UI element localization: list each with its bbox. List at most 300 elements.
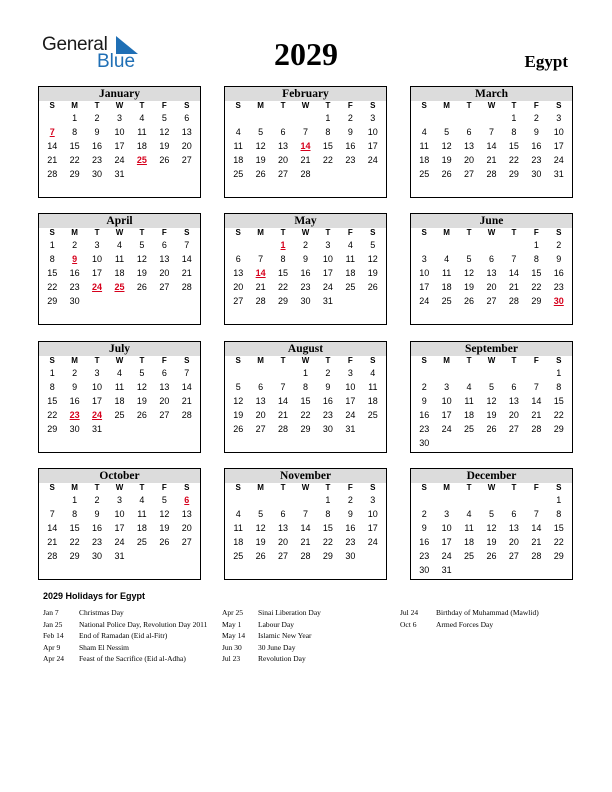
day-cell: 24 [441, 551, 452, 561]
day-cell: 20 [181, 141, 192, 151]
day-cell: 17 [92, 268, 103, 278]
holiday-column [400, 607, 571, 630]
day-cell: 28 [181, 410, 192, 420]
day-cell: 12 [233, 396, 244, 406]
holiday-name: Sham El Nessim [79, 642, 129, 652]
holiday-column [222, 607, 393, 665]
day-cell: 26 [441, 169, 452, 179]
holiday-item [400, 607, 571, 619]
day-cell: 10 [114, 509, 125, 519]
day-cell: 19 [486, 410, 497, 420]
day-cell: 6 [280, 127, 286, 137]
day-cell: 11 [233, 523, 243, 533]
day-cell: 3 [370, 113, 376, 123]
month-grid [225, 356, 386, 436]
weekday-label: W [115, 356, 124, 365]
holiday-item [222, 607, 393, 619]
day-cell: 6 [258, 382, 264, 392]
holiday-day: 9 [72, 254, 78, 264]
day-cell: 7 [258, 254, 264, 264]
day-cell: 21 [531, 410, 542, 420]
day-cell: 26 [464, 296, 475, 306]
weekday-label: T [280, 101, 286, 110]
weekday-label: T [280, 356, 286, 365]
empty-day [413, 493, 435, 507]
weekday-label: M [257, 356, 264, 365]
day-cell: 27 [464, 169, 475, 179]
day-cell: 26 [486, 424, 497, 434]
day-cell: 14 [300, 523, 311, 533]
day-cell: 26 [255, 551, 266, 561]
month-title: May [225, 214, 386, 228]
day-cell: 14 [181, 382, 192, 392]
holiday-day: 1 [280, 240, 286, 250]
day-cell: 11 [233, 141, 243, 151]
month-grid [411, 356, 572, 450]
day-cell: 24 [114, 155, 125, 165]
day-cell: 13 [233, 268, 244, 278]
day-cell: 28 [300, 551, 311, 561]
empty-day [413, 111, 435, 125]
day-cell: 26 [136, 410, 147, 420]
day-cell: 14 [47, 523, 58, 533]
day-cell: 21 [508, 282, 519, 292]
day-cell: 21 [255, 282, 266, 292]
empty-day [435, 493, 457, 507]
day-cell: 4 [444, 254, 450, 264]
empty-day [458, 366, 480, 380]
weekday-label: W [301, 101, 310, 110]
day-cell: 12 [255, 141, 266, 151]
weekday-label: S [556, 101, 562, 110]
day-cell: 9 [302, 254, 308, 264]
day-cell: 7 [280, 382, 286, 392]
holiday-day: 30 [553, 296, 564, 306]
day-cell: 17 [322, 268, 333, 278]
country-name: Egypt [524, 52, 568, 71]
day-cell: 15 [553, 396, 564, 406]
weekday-label: F [347, 101, 353, 110]
weekday-label: T [466, 228, 472, 237]
day-cell: 22 [47, 410, 58, 420]
day-cell: 3 [444, 509, 450, 519]
month-september [410, 341, 573, 453]
weekday-label: T [280, 228, 286, 237]
day-cell: 24 [345, 410, 356, 420]
day-cell: 17 [114, 523, 125, 533]
day-cell: 8 [556, 382, 562, 392]
day-cell: 15 [300, 396, 311, 406]
day-cell: 25 [233, 551, 244, 561]
weekday-label: T [466, 356, 472, 365]
weekday-label: T [325, 228, 331, 237]
day-cell: 29 [300, 424, 311, 434]
day-cell: 26 [367, 282, 378, 292]
day-cell: 19 [486, 537, 497, 547]
weekday-label: W [487, 356, 496, 365]
day-cell: 6 [161, 240, 167, 250]
month-july [38, 341, 201, 453]
day-cell: 24 [367, 155, 378, 165]
day-cell: 12 [136, 382, 147, 392]
day-cell: 12 [441, 141, 452, 151]
weekday-label: F [161, 228, 167, 237]
day-cell: 19 [136, 268, 147, 278]
day-cell: 8 [72, 127, 78, 137]
day-cell: 16 [531, 141, 542, 151]
day-cell: 9 [94, 127, 100, 137]
holiday-day: 24 [92, 282, 103, 292]
weekday-label: F [161, 483, 167, 492]
day-cell: 6 [161, 368, 167, 378]
day-cell: 8 [511, 127, 517, 137]
day-cell: 1 [49, 240, 55, 250]
day-cell: 4 [466, 509, 472, 519]
month-grid [225, 483, 386, 563]
day-cell: 6 [184, 113, 190, 123]
day-cell: 6 [280, 509, 286, 519]
empty-day [294, 111, 316, 125]
day-cell: 30 [322, 424, 333, 434]
month-grid [411, 483, 572, 577]
day-cell: 19 [159, 141, 170, 151]
day-cell: 24 [367, 537, 378, 547]
day-cell: 5 [488, 509, 494, 519]
holiday-name: Birthday of Muhammad (Mawlid) [436, 608, 539, 617]
day-cell: 21 [300, 155, 311, 165]
weekday-label: S [370, 101, 376, 110]
weekday-label: T [139, 483, 145, 492]
day-cell: 20 [255, 410, 266, 420]
day-cell: 17 [367, 141, 378, 151]
day-cell: 2 [533, 113, 539, 123]
day-cell: 9 [94, 509, 100, 519]
empty-day [458, 238, 480, 252]
day-cell: 25 [441, 296, 452, 306]
empty-day [249, 238, 271, 252]
day-cell: 1 [511, 113, 517, 123]
weekday-label: S [235, 228, 241, 237]
day-cell: 18 [114, 396, 125, 406]
day-cell: 26 [159, 155, 170, 165]
day-cell: 20 [159, 396, 170, 406]
day-cell: 14 [531, 523, 542, 533]
day-cell: 17 [114, 141, 125, 151]
weekday-label: T [139, 228, 145, 237]
day-cell: 7 [533, 382, 539, 392]
month-grid [225, 228, 386, 308]
holiday-date: Jan 7 [43, 608, 59, 617]
day-cell: 18 [233, 537, 244, 547]
day-cell: 9 [421, 523, 427, 533]
day-cell: 12 [486, 396, 497, 406]
day-cell: 23 [419, 551, 430, 561]
day-cell: 1 [302, 368, 308, 378]
holiday-day: 14 [255, 268, 266, 278]
day-cell: 3 [94, 368, 100, 378]
day-cell: 15 [47, 396, 58, 406]
weekday-label: S [184, 483, 190, 492]
weekday-label: F [161, 101, 167, 110]
day-cell: 9 [421, 396, 427, 406]
weekday-label: T [511, 483, 517, 492]
weekday-label: T [466, 483, 472, 492]
empty-day [413, 366, 435, 380]
day-cell: 11 [114, 254, 125, 264]
day-cell: 21 [486, 155, 497, 165]
month-december [410, 468, 573, 580]
day-cell: 27 [181, 155, 192, 165]
day-cell: 19 [367, 268, 378, 278]
empty-day [480, 238, 502, 252]
holiday-date: Jun 30 [222, 642, 242, 652]
day-cell: 11 [464, 396, 474, 406]
day-cell: 18 [419, 155, 430, 165]
day-cell: 25 [114, 410, 125, 420]
day-cell: 19 [255, 537, 266, 547]
month-april [38, 213, 201, 325]
empty-day [503, 493, 525, 507]
day-cell: 2 [72, 368, 78, 378]
weekday-label: M [257, 483, 264, 492]
day-cell: 21 [531, 537, 542, 547]
weekday-label: S [235, 356, 241, 365]
day-cell: 25 [464, 424, 475, 434]
day-cell: 29 [553, 551, 564, 561]
day-cell: 4 [139, 495, 145, 505]
empty-day [435, 111, 457, 125]
month-title: April [39, 214, 200, 228]
day-cell: 16 [553, 268, 564, 278]
month-grid [39, 101, 200, 181]
weekday-label: T [280, 483, 286, 492]
brand-name-general: General [42, 34, 108, 55]
day-cell: 3 [347, 368, 353, 378]
day-cell: 13 [508, 396, 519, 406]
weekday-label: F [533, 356, 539, 365]
holiday-date: Feb 14 [43, 631, 64, 640]
day-cell: 17 [367, 523, 378, 533]
month-november [224, 468, 387, 580]
day-cell: 7 [302, 127, 308, 137]
month-grid [411, 101, 572, 181]
empty-day [458, 111, 480, 125]
holiday-date: Oct 6 [400, 619, 417, 629]
month-may [224, 213, 387, 325]
day-cell: 6 [466, 127, 472, 137]
holiday-date: May 14 [222, 631, 246, 640]
day-cell: 10 [367, 127, 378, 137]
holiday-date: Apr 24 [43, 654, 65, 663]
month-title: September [411, 342, 572, 356]
day-cell: 14 [531, 396, 542, 406]
day-cell: 21 [278, 410, 289, 420]
empty-day [249, 366, 271, 380]
day-cell: 16 [92, 141, 103, 151]
weekday-label: S [421, 101, 427, 110]
weekday-label: T [325, 483, 331, 492]
day-cell: 30 [345, 551, 356, 561]
weekday-label: S [49, 101, 55, 110]
day-cell: 31 [322, 296, 333, 306]
weekday-label: W [115, 101, 124, 110]
weekday-label: T [511, 101, 517, 110]
day-cell: 23 [345, 155, 356, 165]
weekday-label: M [257, 101, 264, 110]
weekday-label: M [71, 356, 78, 365]
day-cell: 28 [278, 424, 289, 434]
day-cell: 14 [486, 141, 497, 151]
day-cell: 18 [345, 268, 356, 278]
weekday-label: S [556, 356, 562, 365]
day-cell: 13 [159, 254, 170, 264]
day-cell: 16 [300, 268, 311, 278]
day-cell: 13 [278, 523, 289, 533]
day-cell: 19 [233, 410, 244, 420]
weekday-label: S [184, 228, 190, 237]
day-cell: 31 [441, 565, 452, 575]
holiday-item [43, 619, 214, 631]
day-cell: 19 [255, 155, 266, 165]
month-january [38, 86, 201, 198]
day-cell: 20 [486, 282, 497, 292]
weekday-label: M [71, 483, 78, 492]
weekday-label: W [301, 228, 310, 237]
day-cell: 11 [137, 127, 147, 137]
day-cell: 6 [511, 382, 517, 392]
day-cell: 16 [345, 141, 356, 151]
day-cell: 8 [556, 509, 562, 519]
day-cell: 27 [159, 410, 170, 420]
day-cell: 27 [278, 169, 289, 179]
day-cell: 8 [302, 382, 308, 392]
empty-day [458, 493, 480, 507]
calendar-year-title: 2029 [274, 36, 338, 72]
day-cell: 17 [441, 537, 452, 547]
day-cell: 26 [486, 551, 497, 561]
weekday-label: S [235, 101, 241, 110]
day-cell: 26 [233, 424, 244, 434]
holiday-date: Jul 23 [222, 654, 241, 663]
day-cell: 20 [233, 282, 244, 292]
weekday-label: S [421, 483, 427, 492]
holiday-name: Armed Forces Day [436, 619, 494, 629]
weekday-label: W [115, 483, 124, 492]
weekday-label: S [556, 483, 562, 492]
day-cell: 24 [322, 282, 333, 292]
day-cell: 28 [300, 169, 311, 179]
day-cell: 29 [553, 424, 564, 434]
day-cell: 23 [92, 537, 103, 547]
weekday-label: S [421, 228, 427, 237]
day-cell: 18 [367, 396, 378, 406]
weekday-label: S [556, 228, 562, 237]
day-cell: 25 [464, 551, 475, 561]
day-cell: 29 [47, 424, 58, 434]
day-cell: 14 [508, 268, 519, 278]
day-cell: 30 [419, 438, 430, 448]
day-cell: 1 [49, 368, 55, 378]
weekday-label: S [235, 483, 241, 492]
day-cell: 11 [419, 141, 429, 151]
holiday-item [43, 653, 214, 665]
day-cell: 23 [69, 282, 80, 292]
day-cell: 10 [441, 396, 452, 406]
day-cell: 9 [72, 382, 78, 392]
empty-day [249, 493, 271, 507]
day-cell: 4 [139, 113, 145, 123]
day-cell: 10 [322, 254, 333, 264]
weekday-label: T [325, 356, 331, 365]
day-cell: 3 [370, 495, 376, 505]
day-cell: 25 [233, 169, 244, 179]
day-cell: 8 [49, 382, 55, 392]
day-cell: 2 [72, 240, 78, 250]
month-title: December [411, 469, 572, 483]
day-cell: 24 [441, 424, 452, 434]
holiday-column [43, 607, 214, 665]
day-cell: 7 [533, 509, 539, 519]
day-cell: 5 [139, 368, 145, 378]
day-cell: 27 [508, 551, 519, 561]
day-cell: 28 [531, 551, 542, 561]
month-grid [225, 101, 386, 181]
day-cell: 19 [159, 523, 170, 533]
day-cell: 1 [72, 495, 78, 505]
day-cell: 5 [370, 240, 376, 250]
day-cell: 15 [69, 523, 80, 533]
day-cell: 30 [531, 169, 542, 179]
month-grid [39, 483, 200, 563]
day-cell: 13 [159, 382, 170, 392]
day-cell: 28 [486, 169, 497, 179]
day-cell: 7 [302, 509, 308, 519]
holidays-heading: 2029 Holidays for Egypt [43, 591, 146, 601]
empty-day [272, 366, 294, 380]
day-cell: 27 [159, 282, 170, 292]
day-cell: 15 [69, 141, 80, 151]
day-cell: 14 [278, 396, 289, 406]
empty-day [227, 366, 249, 380]
day-cell: 27 [486, 296, 497, 306]
month-grid [411, 228, 572, 308]
day-cell: 16 [345, 523, 356, 533]
day-cell: 12 [159, 127, 170, 137]
day-cell: 27 [278, 551, 289, 561]
day-cell: 8 [72, 509, 78, 519]
holiday-item [222, 653, 393, 665]
weekday-label: S [49, 356, 55, 365]
day-cell: 8 [49, 254, 55, 264]
day-cell: 17 [345, 396, 356, 406]
day-cell: 20 [278, 537, 289, 547]
day-cell: 18 [233, 155, 244, 165]
day-cell: 9 [347, 127, 353, 137]
day-cell: 2 [347, 113, 353, 123]
day-cell: 21 [47, 155, 58, 165]
day-cell: 25 [345, 282, 356, 292]
day-cell: 20 [181, 523, 192, 533]
empty-day [272, 111, 294, 125]
holiday-name: Feast of the Sacrifice (Eid al-Adha) [79, 654, 186, 663]
holiday-name: 30 June Day [258, 642, 296, 652]
weekday-label: T [94, 483, 100, 492]
day-cell: 4 [421, 127, 427, 137]
day-cell: 4 [116, 240, 122, 250]
day-cell: 19 [136, 396, 147, 406]
holiday-day: 23 [69, 410, 80, 420]
day-cell: 18 [114, 268, 125, 278]
